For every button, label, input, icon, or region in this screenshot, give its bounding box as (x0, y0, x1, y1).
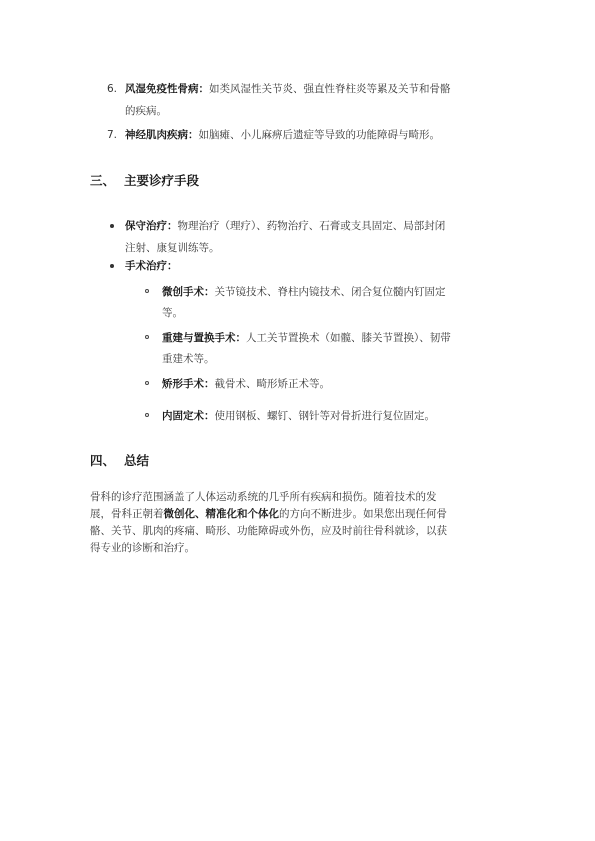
sub-item-term: 微创手术： (162, 286, 215, 298)
circle-bullet (145, 381, 149, 385)
item-line-1 (125, 128, 440, 142)
bullet-dot (110, 224, 114, 228)
sub-item-term: 内固定术： (162, 410, 215, 422)
item-text: 如脑瘫、小儿麻痹后遗症等导致的功能障碍与畸形。 (198, 129, 440, 141)
sub-item-text: 人工关节置换术（如髋、膝关节置换）、韧带 (246, 332, 451, 344)
bullet-term: 保守治疗： (125, 220, 178, 232)
section-heading-4 (90, 453, 149, 469)
paragraph-line-3: 骼、关节、肌肉的疼痛、畸形、功能障碍或外伤，应及时前往骨科就诊，以获 (90, 525, 447, 537)
item-number: 7. (107, 129, 118, 141)
section-number: 四、 (90, 453, 116, 468)
sub-item-line-1 (162, 331, 451, 345)
circle-bullet (145, 289, 149, 293)
bullet-line-1 (125, 219, 445, 233)
item-line-2: 的疾病。 (125, 105, 167, 117)
section-title: 总结 (124, 453, 150, 468)
sub-item-term: 重建与置换手术： (162, 332, 246, 344)
sub-item-text: 使用钢板、螺钉、钢针等对骨折进行复位固定。 (214, 410, 435, 422)
bullet-line-2: 注射、康复训练等。 (125, 242, 220, 254)
paragraph-line-1: 骨科的诊疗范围涵盖了人体运动系统的几乎所有疾病和损伤。随着技术的发 (90, 491, 437, 503)
paragraph-line-2 (90, 507, 447, 521)
bullet-term: 手术治疗： (125, 260, 178, 272)
sub-item-line-1 (162, 377, 330, 391)
sub-item-line-2: 等。 (162, 307, 183, 319)
paragraph-emphasis: 微创化、精准化和个体化 (163, 508, 279, 520)
section-number: 三、 (90, 173, 116, 188)
item-line-1 (125, 82, 451, 96)
circle-bullet (145, 335, 149, 339)
item-text: 如类风湿性关节炎、强直性脊柱炎等累及关节和骨骼 (209, 83, 451, 95)
sub-item-text: 关节镜技术、脊柱内镜技术、闭合复位髓内钉固定 (214, 286, 446, 298)
paragraph-line-4: 得专业的诊断和治疗。 (90, 542, 195, 554)
sub-item-line-1 (162, 285, 446, 299)
sub-item-term: 矫形手术： (162, 378, 215, 390)
bullet-text: 物理治疗（理疗）、药物治疗、石膏或支具固定、局部封闭 (177, 220, 446, 232)
paragraph-text: 的方向不断进步。如果您出现任何骨 (279, 508, 447, 520)
item-number: 6. (107, 83, 118, 95)
circle-bullet (145, 413, 149, 417)
sub-item-text: 截骨术、畸形矫正术等。 (214, 378, 330, 390)
bullet-line-1 (125, 259, 178, 273)
section-title: 主要诊疗手段 (124, 173, 200, 188)
section-heading-3 (90, 173, 199, 189)
sub-item-line-2: 重建术等。 (162, 353, 215, 365)
sub-item-line-1 (162, 409, 435, 423)
item-term: 风湿免疫性骨病： (125, 83, 209, 95)
item-term: 神经肌肉疾病： (125, 129, 199, 141)
paragraph-text: 展，骨科正朝着 (90, 508, 164, 520)
bullet-dot (110, 264, 114, 268)
